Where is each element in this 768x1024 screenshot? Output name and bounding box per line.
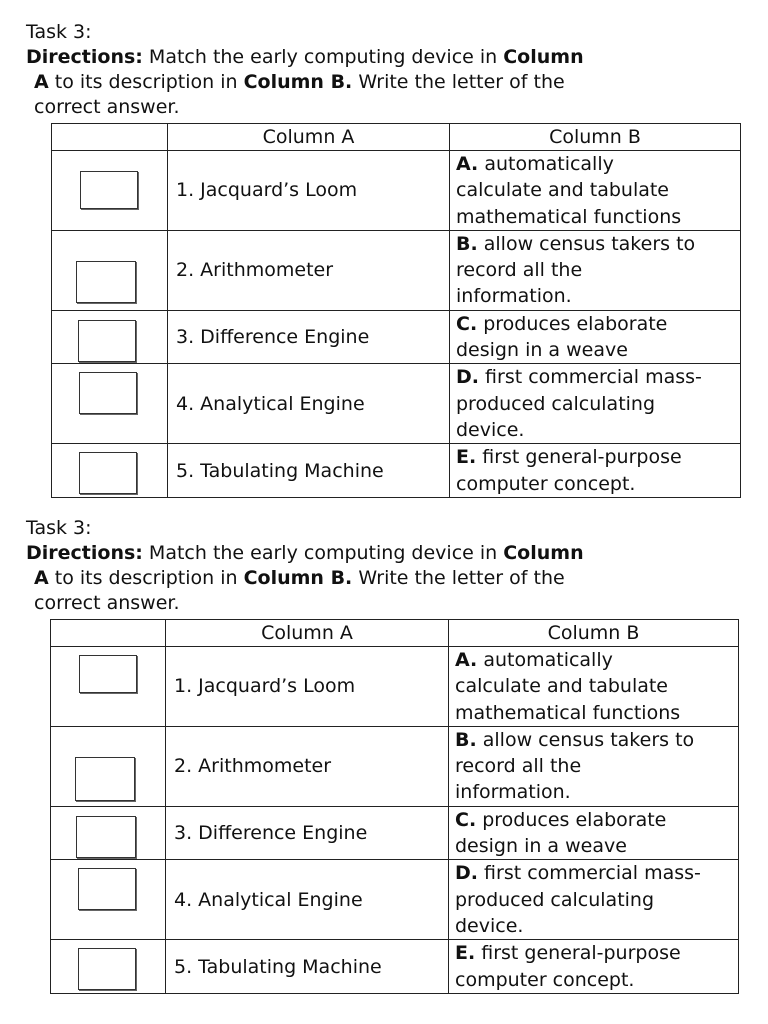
description-line: mathematical functions: [455, 701, 681, 724]
description-line: first commercial mass-: [485, 366, 702, 389]
description: [450, 364, 741, 444]
device-name: 1. Jacquard’s Loom: [166, 647, 449, 727]
device-name: 2. Arithmometer: [166, 726, 449, 806]
description-line: first general-purpose: [482, 446, 682, 469]
header-column-a: Column A: [168, 124, 450, 151]
answer-letter: E.: [455, 942, 476, 965]
device-name: 3. Difference Engine: [168, 310, 450, 364]
answer-box[interactable]: [76, 261, 136, 303]
description-line: allow census takers to: [482, 728, 695, 751]
description-line: information.: [455, 781, 571, 804]
description: [449, 726, 739, 806]
answer-letter: B.: [456, 232, 478, 255]
header-blank: [51, 620, 166, 647]
table-header-row: [51, 620, 739, 647]
device-name: 2. Arithmometer: [168, 230, 450, 310]
answer-letter: D.: [455, 862, 478, 885]
description-line: first general-purpose: [481, 942, 681, 965]
answer-cell: [51, 940, 166, 994]
answer-box[interactable]: [78, 868, 136, 910]
answer-letter: A.: [456, 153, 479, 175]
description-line: computer concept.: [456, 472, 636, 495]
directions-text: Match the early computing device in: [142, 46, 504, 68]
device-name: 4. Analytical Engine: [168, 364, 450, 444]
answer-box[interactable]: [79, 655, 137, 693]
answer-letter: C.: [455, 808, 477, 831]
description-line: record all the: [456, 259, 583, 282]
answer-box[interactable]: [79, 452, 137, 494]
description: [449, 860, 739, 940]
directions-label: Directions:: [26, 542, 143, 564]
directions-text: correct answer.: [34, 592, 180, 614]
column-a-letter: A: [34, 71, 49, 93]
answer-cell: [52, 151, 168, 231]
description-line: automatically: [484, 153, 614, 175]
answer-cell: [51, 726, 166, 806]
description-line: computer concept.: [455, 968, 635, 991]
description-line: device.: [455, 914, 524, 937]
matching-table: [50, 619, 739, 994]
answer-box[interactable]: [75, 757, 135, 801]
answer-letter: D.: [456, 366, 479, 389]
directions-text: correct answer.: [34, 96, 180, 118]
description: [450, 151, 741, 231]
table-row: [51, 940, 739, 994]
description-line: produced calculating: [456, 392, 656, 415]
directions-text: to its description in: [48, 567, 244, 589]
description-line: record all the: [455, 755, 582, 778]
description-line: design in a weave: [455, 835, 627, 858]
directions-text: to its description in: [48, 71, 244, 93]
column-a-word: Column: [503, 46, 584, 68]
task-title: Task 3:: [26, 517, 92, 539]
description: [449, 647, 739, 727]
column-b-word: Column B.: [243, 567, 353, 589]
answer-cell: [52, 364, 168, 444]
answer-box[interactable]: [78, 948, 136, 990]
table-row: [51, 806, 739, 860]
table-row: [52, 310, 741, 364]
column-a-letter: A: [34, 567, 49, 589]
description-line: first commercial mass-: [484, 862, 701, 885]
description-line: allow census takers to: [483, 232, 696, 255]
device-name: 3. Difference Engine: [166, 806, 449, 860]
answer-letter: A.: [455, 649, 478, 671]
table-row: [51, 726, 739, 806]
answer-cell: [52, 310, 168, 364]
answer-cell: [51, 647, 166, 727]
description-line: automatically: [483, 649, 613, 671]
answer-cell: [52, 230, 168, 310]
description: [450, 230, 741, 310]
table-row: [52, 230, 741, 310]
answer-cell: [51, 860, 166, 940]
column-a-word: Column: [503, 542, 584, 564]
description: [450, 310, 741, 364]
answer-cell: [51, 806, 166, 860]
answer-letter: E.: [456, 446, 477, 469]
description: [450, 444, 741, 498]
answer-box[interactable]: [80, 171, 138, 209]
directions: [26, 45, 726, 120]
header-column-b: Column B: [449, 620, 739, 647]
answer-box[interactable]: [76, 816, 136, 858]
directions-text: Match the early computing device in: [142, 542, 504, 564]
description-line: mathematical functions: [456, 205, 682, 228]
description-line: produces elaborate: [482, 808, 667, 831]
description-line: design in a weave: [456, 339, 628, 362]
description-line: device.: [456, 418, 525, 441]
table-row: [52, 444, 741, 498]
table-row: [52, 364, 741, 444]
header-column-b: Column B: [450, 124, 741, 151]
directions-text: Write the letter of the: [352, 71, 565, 93]
description-line: calculate and tabulate: [456, 179, 669, 202]
description: [449, 940, 739, 994]
table-header-row: [52, 124, 741, 151]
answer-box[interactable]: [78, 320, 136, 362]
directions-label: Directions:: [26, 46, 143, 68]
directions: [26, 541, 726, 616]
device-name: 4. Analytical Engine: [166, 860, 449, 940]
table-row: [52, 151, 741, 231]
answer-letter: B.: [455, 728, 477, 751]
matching-table: [51, 123, 741, 498]
table-row: [51, 647, 739, 727]
device-name: 5. Tabulating Machine: [168, 444, 450, 498]
device-name: 1. Jacquard’s Loom: [168, 151, 450, 231]
answer-box[interactable]: [79, 372, 137, 414]
description-line: calculate and tabulate: [455, 675, 668, 698]
description-line: produces elaborate: [483, 312, 668, 335]
description: [449, 806, 739, 860]
description-line: produced calculating: [455, 888, 655, 911]
table-row: [51, 860, 739, 940]
column-b-word: Column B.: [243, 71, 353, 93]
directions-text: Write the letter of the: [352, 567, 565, 589]
answer-cell: [52, 444, 168, 498]
header-blank: [52, 124, 168, 151]
task-title: Task 3:: [26, 21, 92, 43]
device-name: 5. Tabulating Machine: [166, 940, 449, 994]
header-column-a: Column A: [166, 620, 449, 647]
description-line: information.: [456, 285, 572, 308]
answer-letter: C.: [456, 312, 478, 335]
